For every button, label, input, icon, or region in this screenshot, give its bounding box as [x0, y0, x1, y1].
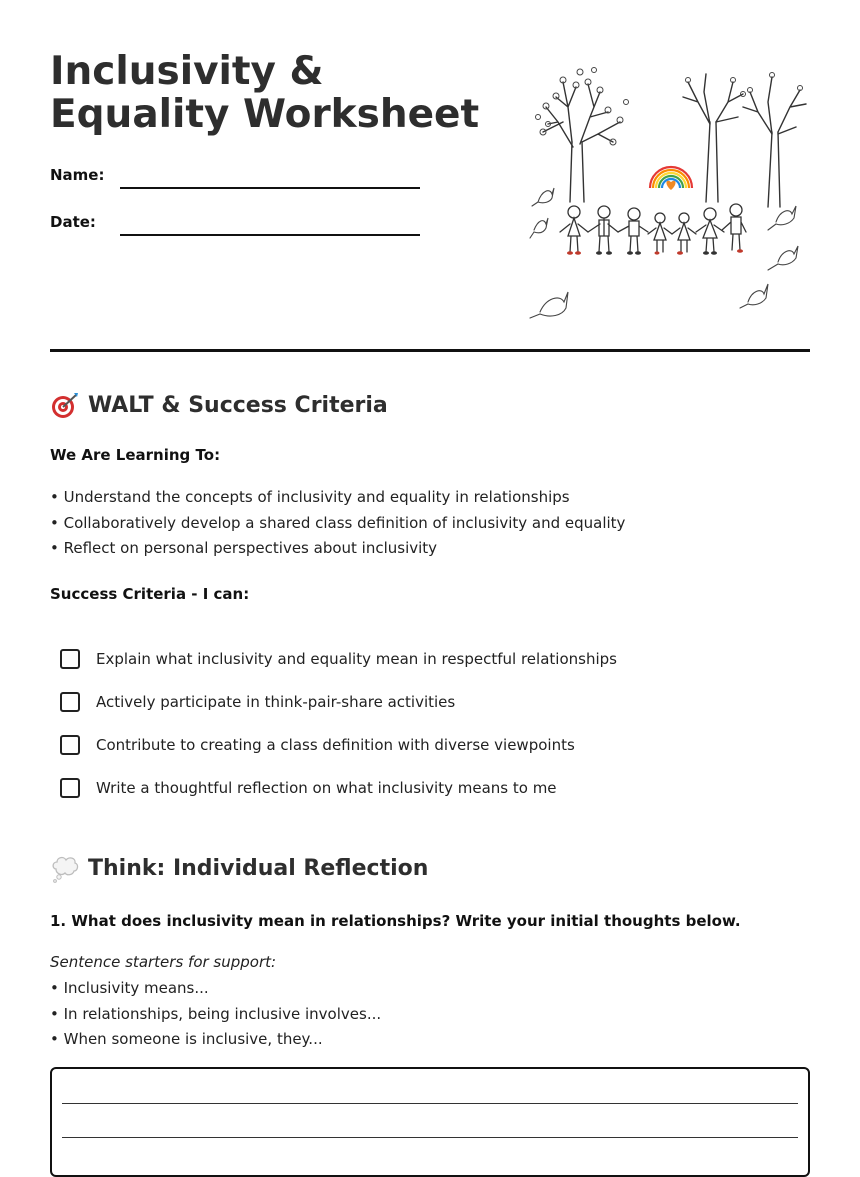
- criteria-text: Actively participate in think-pair-share activities: [96, 693, 456, 711]
- criteria-item: [60, 692, 455, 712]
- writing-line: [62, 1103, 798, 1104]
- sentence-starter: • When someone is inclusive, they...: [50, 1030, 323, 1048]
- date-label: Date:: [50, 213, 96, 231]
- page-title: Inclusivity & Equality Worksheet: [50, 49, 480, 137]
- walt-section-title: [50, 390, 388, 420]
- criteria-checkbox[interactable]: [60, 735, 80, 755]
- learning-item: • Understand the concepts of inclusivity and equality in relationships: [50, 488, 570, 506]
- think-title-text: Think: Individual Reflection: [88, 855, 429, 881]
- target-dart-icon: [50, 390, 80, 420]
- think-section-title: [50, 853, 428, 883]
- criteria-item: [60, 778, 557, 798]
- criteria-checkbox[interactable]: [60, 649, 80, 669]
- name-field[interactable]: [120, 187, 420, 189]
- date-field[interactable]: [120, 234, 420, 236]
- criteria-checkbox[interactable]: [60, 778, 80, 798]
- criteria-text: Contribute to creating a class definition with diverse viewpoints: [96, 736, 575, 754]
- criteria-text: Write a thoughtful reflection on what inclusivity means to me: [96, 779, 557, 797]
- header-divider: [50, 349, 810, 352]
- learning-item: • Reflect on personal perspectives about inclusivity: [50, 539, 438, 557]
- walt-title-text: WALT & Success Criteria: [88, 392, 388, 418]
- criteria-text: Explain what inclusivity and equality mean in respectful relationships: [96, 650, 617, 668]
- criteria-item: [60, 649, 617, 669]
- criteria-checkbox[interactable]: [60, 692, 80, 712]
- sentence-starters-label: Sentence starters for support:: [50, 953, 277, 971]
- children-trees-illustration: [528, 62, 810, 324]
- writing-line: [62, 1137, 798, 1138]
- reflection-question: 1. What does inclusivity mean in relationships? Write your initial thoughts below.: [50, 912, 741, 930]
- learning-item: • Collaboratively develop a shared class definition of inclusivity and equality: [50, 514, 626, 532]
- criteria-item: [60, 735, 575, 755]
- thought-bubble-icon: [50, 853, 80, 883]
- name-label: Name:: [50, 166, 105, 184]
- sentence-starter: • Inclusivity means...: [50, 979, 209, 997]
- sentence-starter: • In relationships, being inclusive involves...: [50, 1005, 382, 1023]
- learning-heading: We Are Learning To:: [50, 446, 221, 464]
- criteria-heading: Success Criteria - I can:: [50, 585, 250, 603]
